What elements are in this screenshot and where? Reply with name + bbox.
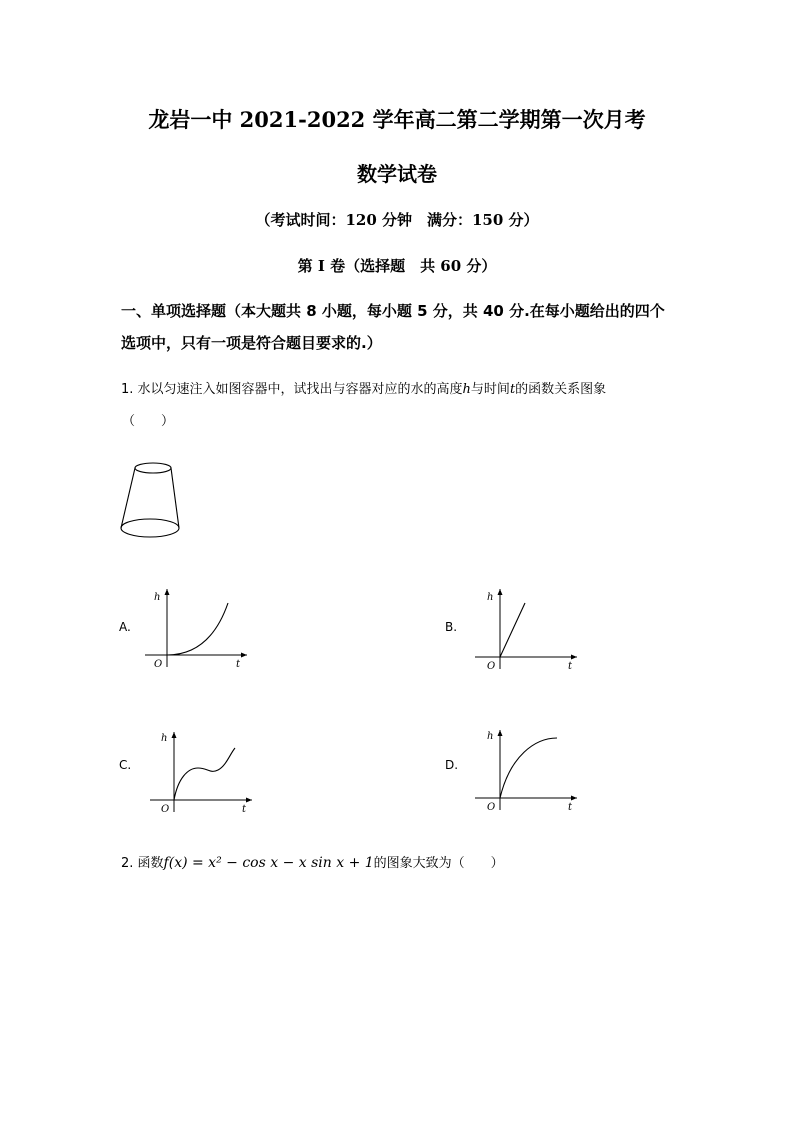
container-figure [118,460,190,544]
curve-d [500,738,557,798]
y-label: h [487,592,494,603]
origin-label: O [487,802,496,813]
option-d-label: D. [445,758,459,772]
x-label: t [568,661,573,672]
y-axis-arrow [498,730,503,736]
q1-var-h: h [462,382,471,397]
y-label: h [154,592,161,603]
q1-var-t: t [509,382,516,397]
y-label: h [161,733,168,744]
container-top-rim [135,463,171,473]
x-label: t [242,804,247,815]
origin-label: O [154,659,163,670]
section-heading-line1: 一、单项选择题（本大题共 8 小题，每小题 5 分，共 40 分.在每小题给出的四个 [121,302,665,320]
container-right-side [171,468,179,528]
y-axis-arrow [165,589,170,595]
x-axis-arrow [571,796,577,801]
curve-c [174,748,235,800]
option-b-label: B. [445,620,458,634]
question-1-text [121,378,606,397]
exam-subtitle: 数学试卷 [357,162,437,186]
container-left-side [121,468,135,528]
q2-suffix: 的图象大致为（ ） [373,856,504,871]
origin-label: O [487,661,496,672]
x-label: t [568,802,573,813]
option-c-label: C. [119,758,132,772]
x-axis-arrow [241,653,247,658]
exam-info: （考试时间：120 分钟 满分：150 分） [255,211,539,229]
q1-text-part1: 1. 水以匀速注入如图容器中，试找出与容器对应的水的高度 [121,382,463,397]
option-a-label: A. [119,620,131,634]
option-b-graph [475,585,580,670]
x-axis-arrow [246,798,252,803]
origin-label: O [161,804,170,815]
y-label: h [487,731,494,742]
x-axis-arrow [571,655,577,660]
question-2-text [121,852,504,871]
curve-a [167,603,228,655]
container-base [121,519,179,537]
part-title: 第 I 卷（选择题 共 60 分） [297,257,497,275]
option-a-graph [145,585,250,670]
q1-text-part3: 的函数关系图象 [515,382,607,397]
line-b [500,603,525,657]
y-axis-arrow [498,589,503,595]
section-heading-line2: 选项中，只有一项是符合题目要求的.） [121,334,382,352]
question-1-blank: （ ） [122,414,175,429]
q1-text-part2: 与时间 [470,382,510,397]
q2-prefix: 2. 函数 [121,856,164,871]
option-c-graph [150,728,255,813]
q2-formula: f(x) = x² − cos x − x sin x + 1 [163,855,374,871]
option-d-graph [475,726,580,811]
y-axis-arrow [172,732,177,738]
exam-title: 龙岩一中 2021-2022 学年高二第二学期第一次月考 [148,107,646,132]
x-label: t [236,659,241,670]
